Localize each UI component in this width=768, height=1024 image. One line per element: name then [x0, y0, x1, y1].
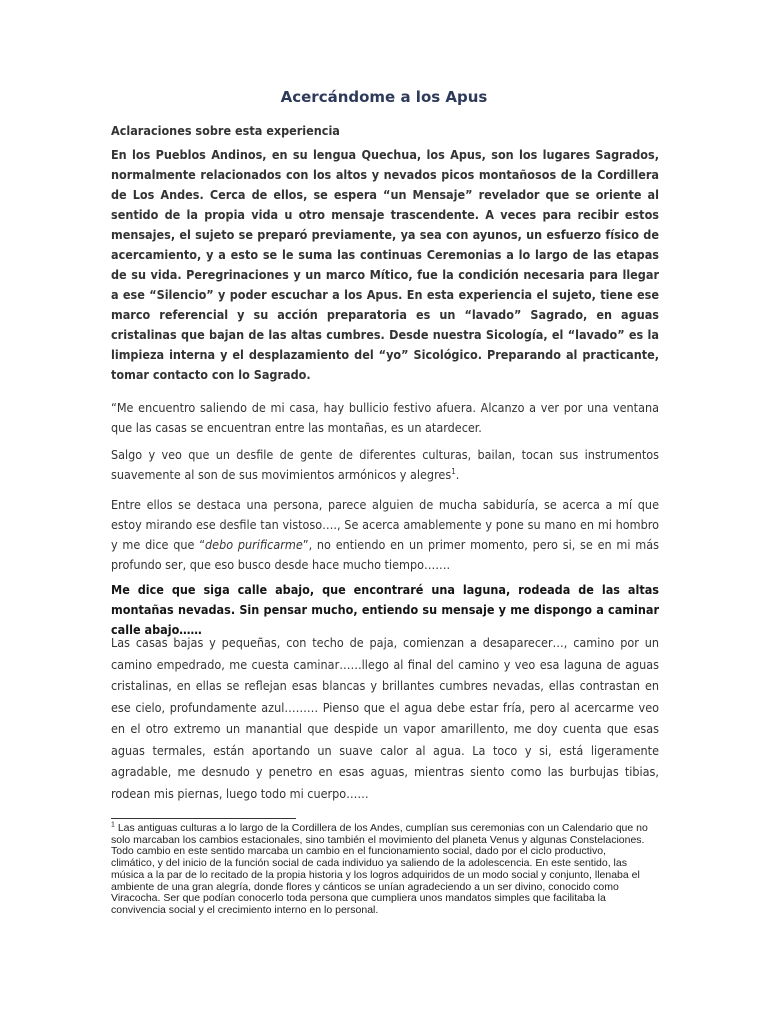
footnote-number: 1 — [111, 821, 115, 829]
paragraph-3-text — [111, 495, 659, 575]
paragraph-1-text: “Me encuentro saliendo de mi casa, hay bullicio festivo afuera. Alcanzo a ver por una ventana que las casas se encuentran entre las montañas, es un atardecer. — [111, 400, 659, 435]
document-title: Acercándome a los Apus — [280, 88, 488, 106]
paragraph-2-body: Salgo y veo que un desfile de gente de diferentes culturas, bailan, tocan sus instrumentos suavemente al son de sus movimientos armónicos y alegres — [111, 447, 659, 482]
paragraph-4-text: Me dice que siga calle abajo, que encontraré una laguna, rodeada de las altas montañas nevadas. Sin pensar mucho, entiendo su mensaje y me dispongo a caminar calle abajo…… — [111, 582, 659, 637]
paragraph-2-text — [111, 445, 659, 485]
paragraph-3 — [111, 495, 659, 575]
paragraph-3-part-a: Entre ellos se destaca una persona, parece alguien de mucha sabiduría, se acerca a mí que estoy mirando ese desfile tan vistoso…., Se acerca amablemente y pone su mano en mi hombro y me dice que “ — [111, 497, 659, 552]
paragraph-3-emphasis: debo purificarme — [205, 537, 303, 552]
paragraph-5-text: Las casas bajas y pequeñas, con techo de paja, comienzan a desaparecer…, camino por un camino empedrado, me cuesta caminar……llego al final del camino y veo esa laguna de aguas cristalinas, en ellas se reflejan esas blancas y brillantes cumbres nevadas, ellas contrastan en ese cielo, profundamente azul……… Pienso que el agua debe estar fría, pero al acercarme veo en el otro extremo un manantial que despide un vapor amarillento, me doy cuenta que esas aguas termales, están aportando un suave calor al agua. La toco y si, está ligeramente agradable, me desnudo y penetro en esas aguas, mientras siento como las burbujas tibias, rodean mis piernas, luego todo mi cuerpo…… — [111, 635, 659, 801]
intro-paragraph — [111, 145, 659, 385]
paragraph-2 — [111, 445, 659, 485]
paragraph-4 — [111, 580, 659, 640]
paragraph-3-part-b: ”, no entiendo en un primer momento, pero si, se en mi más profundo ser, que eso busco desde hace mucho tiempo……. — [111, 537, 659, 572]
footnote — [111, 823, 651, 917]
paragraph-5 — [111, 632, 659, 804]
footnote-text: Las antiguas culturas a lo largo de la Cordillera de los Andes, cumplían sus ceremonias con un Calendario que no solo marcaban los cambios estacionales, sino también el movimiento del planeta Venus y algunas Constelaciones. Todo cambio en este sentido marcaba un cambio en el funcionamiento social, dado por el ciclo productivo, climático, y del inicio de la función social de cada individuo ya saliendo de la adolescencia. En este sentido, las música a la par de lo recitado de la propia historia y los logros adquiridos de un modo social y conjunto, llenaba el ambiente de una gran alegría, donde flores y cánticos se unían agradeciendo a un ser divino, conocido como Viracocha. Ser que podían conocerlo toda persona que cumpliera unos mandatos simples que facilitaba la convivencia social y el crecimiento interno en lo personal. — [111, 822, 648, 916]
subheading: Aclaraciones sobre esta experiencia — [111, 123, 340, 138]
paragraph-1 — [111, 398, 659, 438]
footnote-reference: 1 — [451, 466, 456, 476]
footnote-separator — [111, 818, 296, 819]
intro-text: En los Pueblos Andinos, en su lengua Quechua, los Apus, son los lugares Sagrados, normalmente relacionados con los altos y nevados picos montañosos de la Cordillera de Los Andes. Cerca de ellos, se espera “un Mensaje” revelador que se oriente al sentido de la propia vida u otro mensaje trascendente. A veces para recibir estos mensajes, el sujeto se preparó previamente, ya sea con ayunos, un esfuerzo físico de acercamiento, y a esto se le suma las continuas Ceremonias a lo largo de las etapas de su vida. Peregrinaciones y un marco Mítico, fue la condición necesaria para llegar a ese “Silencio” y poder escuchar a los Apus. En esta experiencia el sujeto, tiene ese marco referencial y su acción preparatoria es un “lavado” Sagrado, en aguas cristalinas que bajan de las altas cumbres. Desde nuestra Sicología, el “lavado” es la limpieza interna y el desplazamiento del “yo” Sicológico. Preparando al practicante, tomar contacto con lo Sagrado. — [111, 147, 659, 382]
paragraph-2-end: . — [455, 467, 460, 482]
